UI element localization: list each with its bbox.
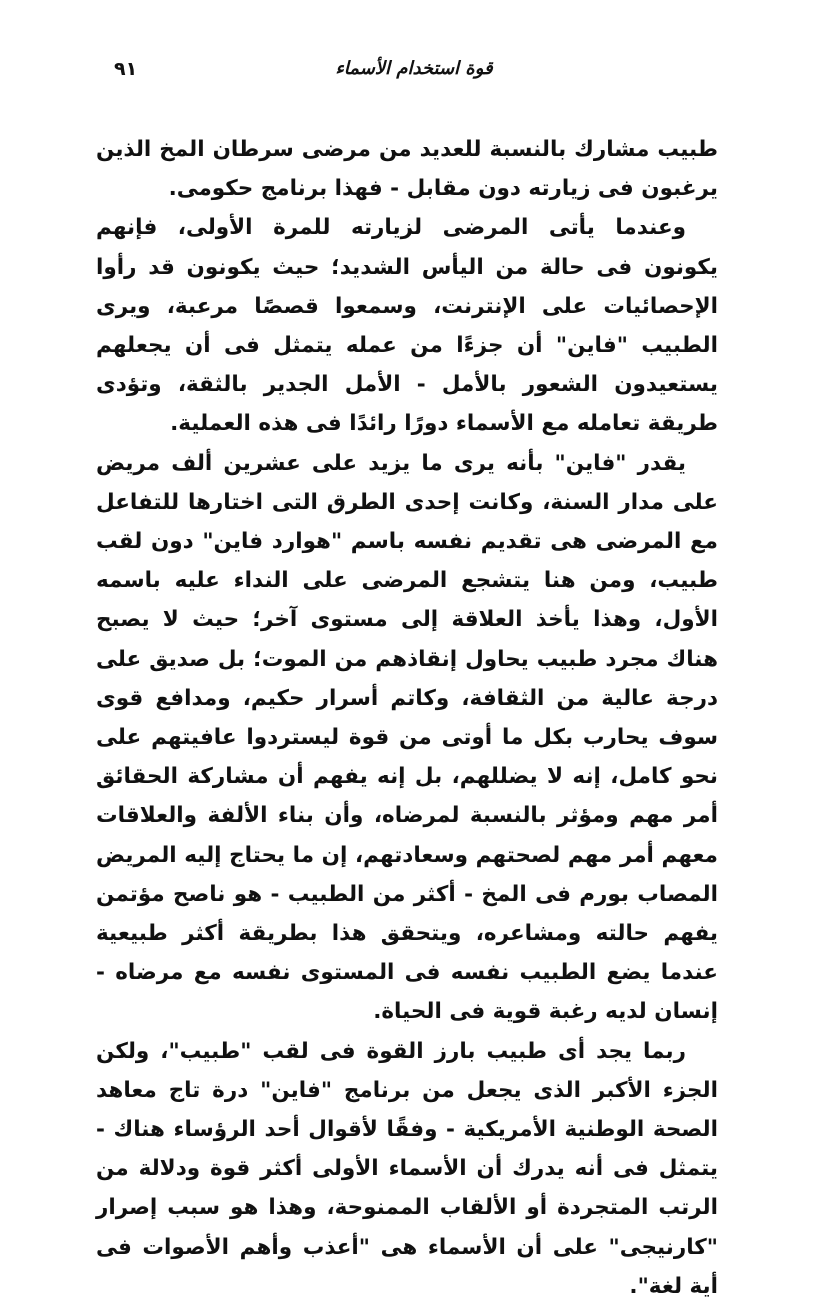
running-title: قوة استخدام الأسماء: [335, 58, 493, 79]
paragraph: يقدر "فاين" بأنه يرى ما يزيد على عشرين ألف مريض على مدار السنة، وكانت إحدى الطرق التى اختارها للتفاعل مع المرضى هى تقديم نفسه باسم "هوارد فاين" دون لقب طبيب، ومن هنا يتشجع المرضى على النداء عليه باسمه الأول، وهذا يأخذ العلاقة إلى مستوى آخر؛ حيث لا يصبح هناك مجرد طبيب يحاول إنقاذهم من الموت؛ بل صديق على درجة عالية من الثقافة، وكاتم أسرار حكيم، ومدافع قوى سوف يحارب بكل ما أوتى من قوة ليستردوا عافيتهم على نحو كامل، إنه لا يضللهم، بل إنه يفهم أن مشاركة الحقائق أمر مهم ومؤثر بالنسبة لمرضاه، وأن بناء الألفة والعلاقات معهم أمر مهم لصحتهم وسعادتهم، إن ما يحتاج إليه المريض المصاب بورم فى المخ - أكثر من الطبيب - هو ناصح مؤتمن يفهم حالته ومشاعره، ويتحقق هذا بطريقة أكثر طبيعية عندما يضع الطبيب نفسه فى المستوى نفسه مع مرضاه - إنسان لديه رغبة قوية فى الحياة.: [96, 450, 718, 1025]
page-number: ٩١: [114, 58, 138, 80]
paragraph: طبيب مشارك بالنسبة للعديد من مرضى سرطان المخ الذين يرغبون فى زيارته دون مقابل - فهذا برنامج حكومى.: [96, 137, 718, 202]
running-header: [104, 58, 724, 88]
paragraph: ربما يجد أى طبيب بارز القوة فى لقب "طبيب"، ولكن الجزء الأكبر الذى يجعل من برنامج "فاين" درة تاج معاهد الصحة الوطنية الأمريكية - وفقًا لأقوال أحد الرؤساء هناك - يتمثل فى أنه يدرك أن الأسماء الأولى أكثر قوة ودلالة من الرتب المتجردة أو الألقاب الممنوحة، وهذا هو سبب إصرار "كارنيجى" على أن الأسماء هى "أعذب وأهم الأصوات فى أية لغة".: [96, 1038, 718, 1299]
paragraph: وعندما يأتى المرضى لزيارته للمرة الأولى، فإنهم يكونون فى حالة من اليأس الشديد؛ حيث يكونون قد رأوا الإحصائيات على الإنترنت، وسمعوا قصصًا مرعبة، ويرى الطبيب "فاين" أن جزءًا من عمله يتمثل فى أن يجعلهم يستعيدون الشعور بالأمل - الأمل الجدير بالثقة، وتؤدى طريقة تعامله مع الأسماء دورًا رائدًا فى هذه العملية.: [96, 215, 718, 437]
body-text: [96, 130, 718, 1306]
